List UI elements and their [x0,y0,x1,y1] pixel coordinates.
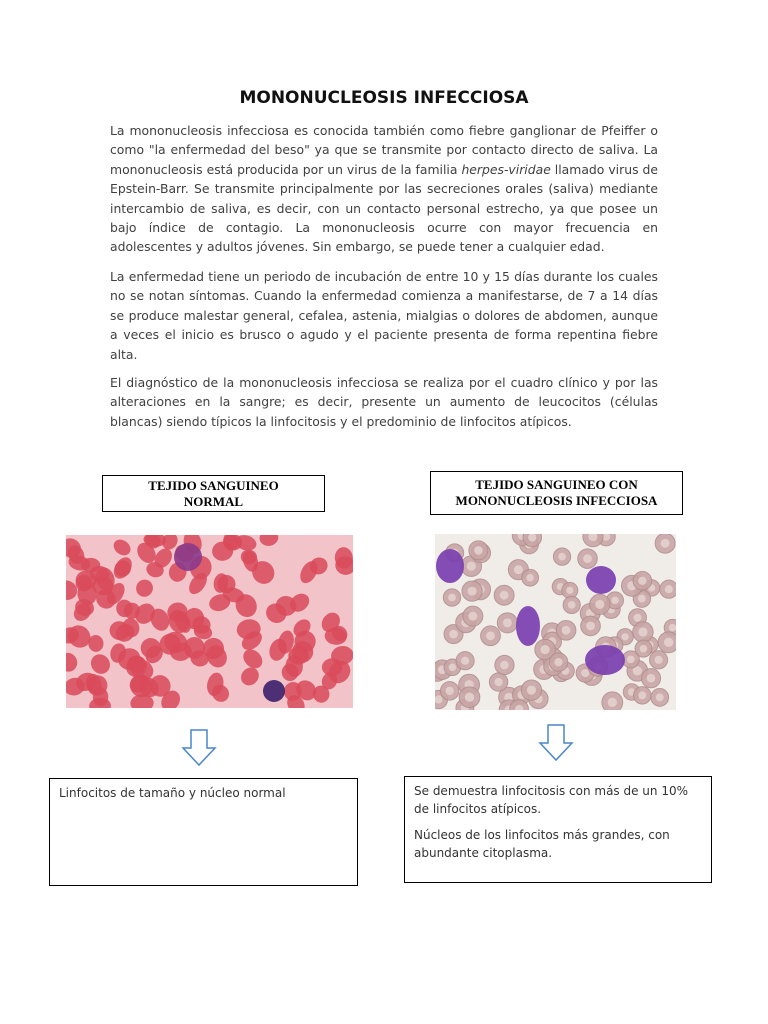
normal-heading-line2: NORMAL [183,493,244,509]
mono-note-text-1: Se demuestra linfocitosis con más de un 10% de linfocitos atípicos. [414,784,689,816]
diagnosis-paragraph: El diagnóstico de la mononucleosis infecciosa se realiza por el cuadro clínico y por las alteraciones en la sangre; es decir, presente un aumento de leucocitos (células blancas) siendo típicos la linfocitosis y el predominio de linfocitos atípicos. [110,375,658,429]
mono-heading-line1: TEJIDO SANGUINEO CON [475,477,638,492]
mono-note-text-2: Núcleos de los linfocitos más grandes, con abundante citoplasma. [414,828,670,860]
down-arrow-icon [538,724,574,766]
atypical-lymphocyte [586,566,616,594]
mono-tissue-heading [430,471,683,515]
mono-heading-line2: MONONUCLEOSIS INFECCIOSA [455,493,658,508]
normal-heading-line1: TEJIDO SANGUINEO [148,477,279,493]
white-blood-cell [263,680,285,702]
incubation-paragraph: La enfermedad tiene un periodo de incubación de entre 10 y 15 días durante los cuales no se notan síntomas. Cuando la enfermedad comienza a manifestarse, de 7 a 14 días se produce malestar general, cefalea, astenia, mialgias o dolores de abdomen, aunque a veces el inicio es brusco o agudo y el paciente presenta de forma repentina fiebre alta. [110,269,658,362]
mono-blood-micrograph [435,534,676,710]
atypical-lymphocyte [436,549,464,583]
page-title: MONONUCLEOSIS INFECCIOSA [239,88,529,108]
down-arrow-icon [181,729,217,771]
normal-note-box [49,778,358,886]
atypical-lymphocyte [516,606,540,646]
intro-text-start: La mononucleosis infecciosa es conocida también como fiebre ganglionar de Pfeiffer o como "la enfermedad del beso" ya que se transmite por contacto directo de saliva. La mononucleosis está producida por un virus de la familia [110,123,658,177]
white-blood-cell [174,543,202,571]
virus-family-term: herpes-viridae [461,161,551,177]
normal-note-text: Linfocitos de tamaño y núcleo normal [59,786,286,800]
atypical-lymphocyte [585,645,625,675]
intro-text-end: llamado virus de Epstein-Barr. Se transmite principalmente por las secreciones orales (saliva) mediante intercambio de saliva, es decir, con un contacto personal estrecho, ya que posee un bajo índice de contagio. La mononucleosis ocurre con mayor frecuencia en adolescentes y adultos jóvenes. Sin embargo, se puede tener a cualquier edad. [110,161,658,255]
mono-note-box [404,776,712,883]
normal-blood-micrograph [66,535,353,708]
normal-tissue-heading [102,475,325,512]
intro-paragraph [110,121,658,257]
